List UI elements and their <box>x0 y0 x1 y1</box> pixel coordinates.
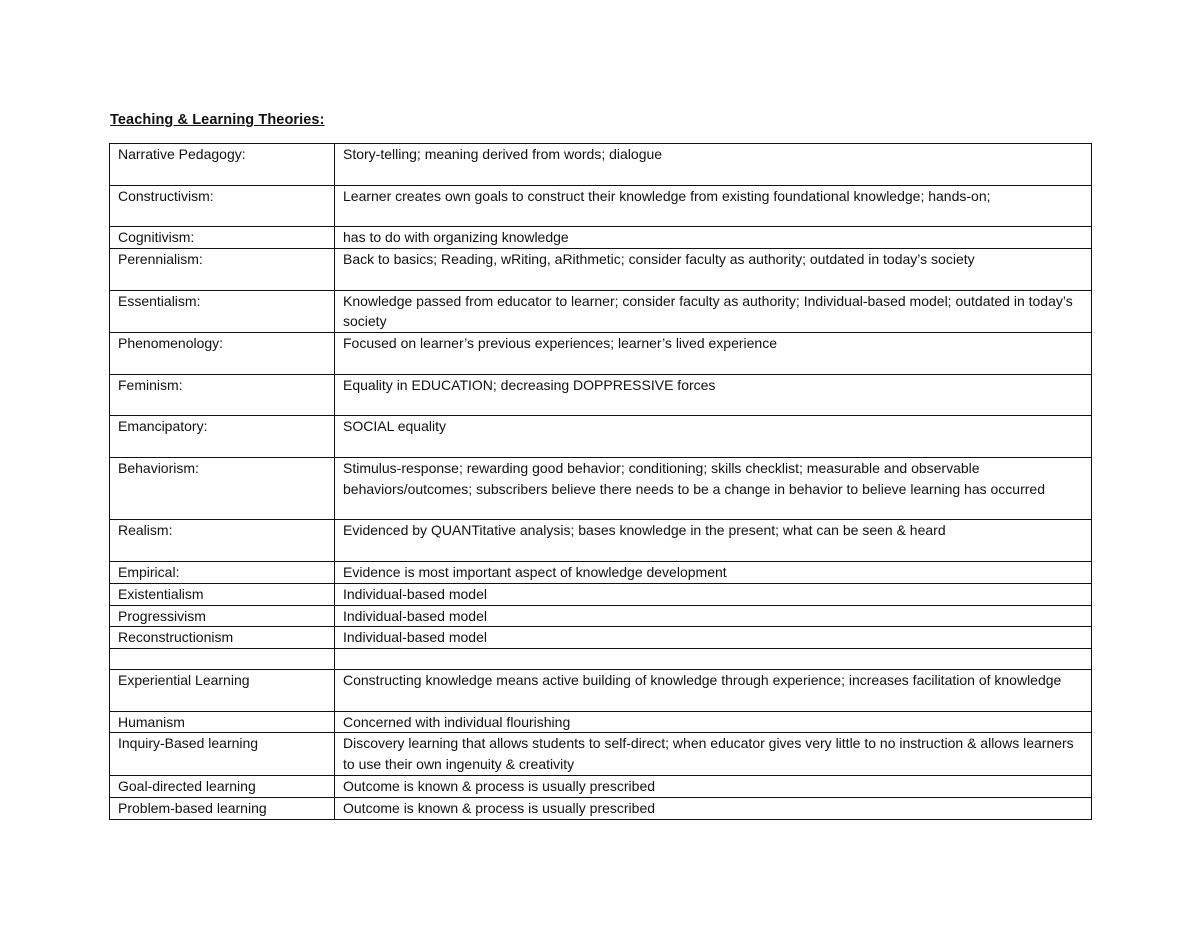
theory-term-cell: Empirical: <box>110 561 335 583</box>
theory-term-cell: Essentialism: <box>110 290 335 333</box>
theory-definition-cell: Discovery learning that allows students to self-direct; when educator gives very little to no instruction & allows learners to use their own ingenuity & creativity <box>335 733 1092 776</box>
theory-definition-cell <box>335 649 1092 670</box>
table-row <box>110 605 1092 627</box>
theory-term-cell: Realism: <box>110 520 335 562</box>
theory-definition-cell: Outcome is known & process is usually prescribed <box>335 775 1092 797</box>
theory-definition-cell: Concerned with individual flourishing <box>335 711 1092 733</box>
theory-term-cell: Narrative Pedagogy: <box>110 144 335 186</box>
theory-term-cell: Constructivism: <box>110 185 335 227</box>
table-row <box>110 227 1092 249</box>
theory-term-cell <box>110 649 335 670</box>
table-row <box>110 711 1092 733</box>
theories-table <box>109 143 1092 820</box>
table-row <box>110 457 1092 519</box>
theory-definition-cell: Back to basics; Reading, wRiting, aRithmetic; consider faculty as authority; outdated in today’s society <box>335 248 1092 290</box>
theory-definition-cell: Story-telling; meaning derived from words; dialogue <box>335 144 1092 186</box>
theory-term-cell: Behaviorism: <box>110 457 335 519</box>
theory-definition-cell: Equality in EDUCATION; decreasing DOPPRESSIVE forces <box>335 374 1092 416</box>
table-row <box>110 144 1092 186</box>
table-row <box>110 561 1092 583</box>
table-row <box>110 248 1092 290</box>
theory-term-cell: Experiential Learning <box>110 669 335 711</box>
theory-definition-cell: Individual-based model <box>335 583 1092 605</box>
theory-definition-cell: Knowledge passed from educator to learner; consider faculty as authority; Individual-based model; outdated in today’s society <box>335 290 1092 333</box>
theory-term-cell: Emancipatory: <box>110 416 335 458</box>
table-row <box>110 669 1092 711</box>
table-row <box>110 520 1092 562</box>
table-row <box>110 583 1092 605</box>
theory-definition-cell: Focused on learner’s previous experiences; learner’s lived experience <box>335 333 1092 375</box>
table-row <box>110 290 1092 333</box>
theory-term-cell: Goal-directed learning <box>110 775 335 797</box>
table-row <box>110 416 1092 458</box>
theory-definition-cell: Constructing knowledge means active building of knowledge through experience; increases facilitation of knowledge <box>335 669 1092 711</box>
theory-definition-cell: Outcome is known & process is usually prescribed <box>335 797 1092 819</box>
theory-term-cell: Reconstructionism <box>110 627 335 649</box>
theories-table-body <box>110 144 1092 820</box>
theory-definition-cell: Evidenced by QUANTitative analysis; bases knowledge in the present; what can be seen & heard <box>335 520 1092 562</box>
theory-definition-cell: Individual-based model <box>335 605 1092 627</box>
theory-term-cell: Inquiry-Based learning <box>110 733 335 776</box>
theory-definition-cell: has to do with organizing knowledge <box>335 227 1092 249</box>
theory-term-cell: Perennialism: <box>110 248 335 290</box>
table-row <box>110 733 1092 776</box>
table-row <box>110 627 1092 649</box>
table-row <box>110 649 1092 670</box>
theory-definition-cell: Individual-based model <box>335 627 1092 649</box>
theory-term-cell: Humanism <box>110 711 335 733</box>
theory-term-cell: Problem-based learning <box>110 797 335 819</box>
table-row <box>110 374 1092 416</box>
table-row <box>110 775 1092 797</box>
table-row <box>110 797 1092 819</box>
theory-term-cell: Progressivism <box>110 605 335 627</box>
document-title: Teaching & Learning Theories: <box>110 112 325 128</box>
theory-term-cell: Feminism: <box>110 374 335 416</box>
theory-term-cell: Cognitivism: <box>110 227 335 249</box>
table-row <box>110 185 1092 227</box>
theory-definition-cell: Stimulus-response; rewarding good behavior; conditioning; skills checklist; measurable and observable behaviors/outcomes; subscribers believe there needs to be a change in behavior to believe learning has occurred <box>335 457 1092 519</box>
theory-term-cell: Existentialism <box>110 583 335 605</box>
theory-term-cell: Phenomenology: <box>110 333 335 375</box>
table-row <box>110 333 1092 375</box>
theory-definition-cell: Evidence is most important aspect of knowledge development <box>335 561 1092 583</box>
theory-definition-cell: Learner creates own goals to construct their knowledge from existing foundational knowledge; hands-on; <box>335 185 1092 227</box>
theory-definition-cell: SOCIAL equality <box>335 416 1092 458</box>
